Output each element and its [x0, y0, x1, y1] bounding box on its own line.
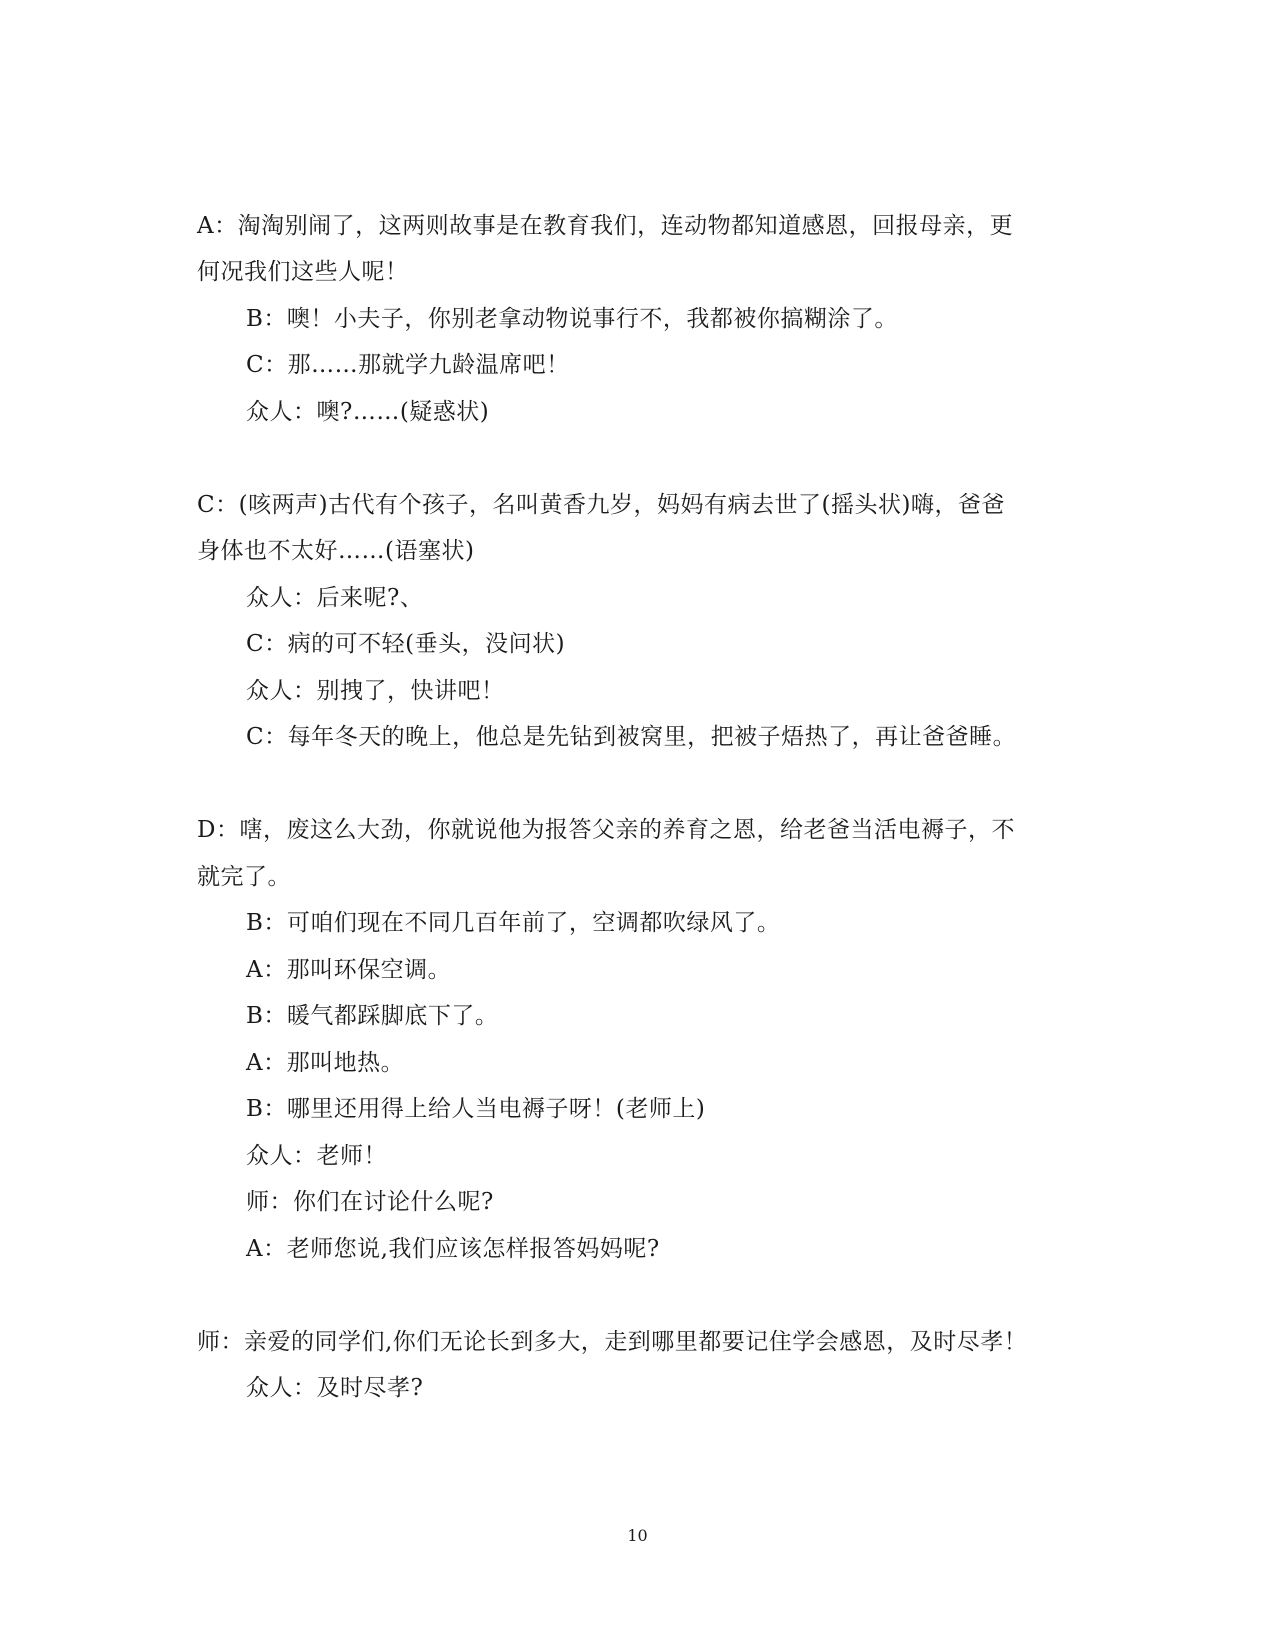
dialogue-line: C：那……那就学九龄温席吧！: [246, 352, 570, 378]
dialogue-line: 身体也不太好……(语塞状): [197, 538, 475, 564]
dialogue-line: B：可咱们现在不同几百年前了，空调都吹绿风了。: [246, 910, 781, 936]
dialogue-line: B：噢！小夫子，你别老拿动物说事行不，我都被你搞糊涂了。: [246, 306, 898, 332]
dialogue-line: B：暖气都踩脚底下了。: [246, 1003, 499, 1029]
dialogue-line: 众人：噢?……(疑惑状): [246, 399, 490, 425]
page-number: 10: [627, 1526, 648, 1545]
dialogue-line: 众人：及时尽孝?: [246, 1375, 424, 1401]
dialogue-line: A：那叫地热。: [246, 1050, 405, 1076]
dialogue-line: 就完了。: [197, 864, 291, 890]
dialogue-line: 众人：别拽了，快讲吧！: [246, 678, 505, 704]
dialogue-line: 众人：老师！: [246, 1143, 387, 1169]
dialogue-line: B：哪里还用得上给人当电褥子呀！(老师上): [246, 1096, 706, 1122]
dialogue-line: C：每年冬天的晚上，他总是先钻到被窝里，把被子焐热了，再让爸爸睡。: [246, 724, 1017, 750]
dialogue-line: C：病的可不轻(垂头，没问状): [246, 631, 566, 657]
dialogue-line: A：那叫环保空调。: [246, 957, 452, 983]
dialogue-line: A：淘淘别闹了，这两则故事是在教育我们，连动物都知道感恩，回报母亲，更: [197, 213, 1014, 239]
dialogue-line: C：(咳两声)古代有个孩子，名叫黄香九岁，妈妈有病去世了(摇头状)嗨，爸爸: [197, 492, 1005, 518]
dialogue-line: 师：你们在讨论什么呢?: [246, 1189, 494, 1215]
dialogue-line: A：老师您说,我们应该怎样报答妈妈呢?: [246, 1236, 660, 1262]
dialogue-line: 众人：后来呢?、: [246, 585, 424, 611]
dialogue-line: 何况我们这些人呢！: [197, 259, 409, 285]
dialogue-line: 师：亲爱的同学们,你们无论长到多大，走到哪里都要记住学会感恩，及时尽孝！: [197, 1329, 1028, 1355]
dialogue-line: D：嗐，废这么大劲，你就说他为报答父亲的养育之恩，给老爸当活电褥子，不: [197, 817, 1015, 843]
